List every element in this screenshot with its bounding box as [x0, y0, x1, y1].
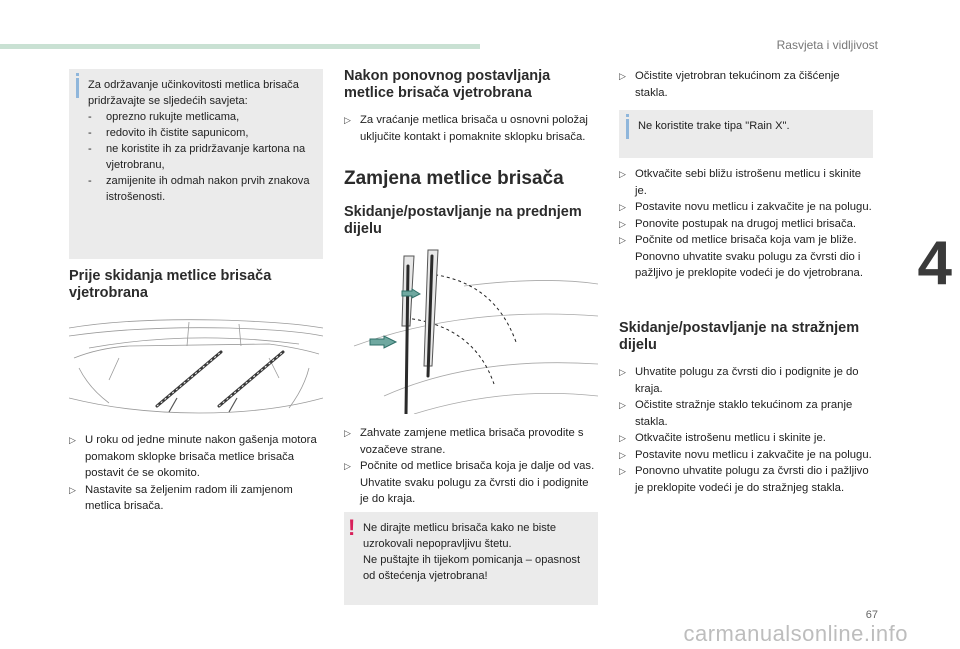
steps-rear-removal — [619, 364, 873, 496]
list-item: - ne koristite ih za pridržavanje kartona na vjetrobranu, — [88, 143, 306, 171]
header-accent-bar — [0, 44, 480, 49]
steps-clean-windscreen — [619, 68, 873, 101]
list-item: ▷ Počnite od metlice brisača koja je dalje od vas. Uhvatite svaku polugu za čvrsti dio i podignite je do kraja. — [344, 460, 595, 505]
arrow-bullet-icon: ▷ — [344, 461, 351, 471]
heading-after-reinstall: Nakon ponovnog postavljanja metlice brisača vjetrobrana — [344, 68, 551, 101]
list-item: ▷ Otkvačite istrošenu metlicu i skinite je. — [619, 430, 873, 447]
list-item: ▷ Nastavite sa željenim radom ili zamjenom metlica brisača. — [69, 483, 293, 512]
heading-before-removal: Prije skidanja metlice brisača vjetrobrana — [69, 268, 272, 301]
arrow-bullet-icon: ▷ — [344, 428, 351, 438]
info-icon — [76, 78, 79, 98]
list-item: - redovito ih čistite sapunicom, — [88, 127, 249, 139]
section-title: Rasvjeta i vidljivost — [776, 38, 878, 52]
info-icon — [626, 119, 629, 139]
arrow-bullet-icon: ▷ — [619, 218, 626, 229]
tip-box-rain-x — [619, 110, 873, 158]
arrow-bullet-icon: ▷ — [619, 367, 626, 377]
arrow-bullet-icon: ▷ — [344, 115, 351, 125]
arrow-bullet-icon: ▷ — [69, 484, 76, 495]
steps-after-reinstall — [344, 112, 598, 145]
steps-before-removal — [69, 432, 323, 515]
chapter-number: 4 — [917, 229, 952, 298]
front-wiper-lift-illustration — [344, 246, 598, 414]
arrow-bullet-icon: ▷ — [69, 435, 76, 445]
list-item: ▷ U roku od jedne minute nakon gašenja motora pomakom sklopke brisača metlice brisača postavit će se okomito. — [69, 434, 317, 479]
list-item: ▷ Očistite vjetrobran tekućinom za čišćenje stakla. — [619, 70, 840, 99]
tip-text: Ne koristite trake tipa "Rain X". — [638, 120, 790, 132]
list-item: ▷ Za vraćanje metlica brisača u osnovni položaj uključite kontakt i pomaknite sklopku brisača. — [344, 114, 588, 143]
arrow-bullet-icon: ▷ — [619, 400, 626, 410]
arrow-bullet-icon: ▷ — [619, 235, 626, 245]
list-item: ▷ Uhvatite polugu za čvrsti dio i podignite je do kraja. — [619, 366, 859, 395]
list-item: - oprezno rukujte metlicama, — [88, 111, 240, 123]
list-item: ▷ Postavite novu metlicu i zakvačite je na polugu. — [619, 199, 873, 216]
list-item: ▷ Ponovite postupak na drugoj metlici brisača. — [619, 216, 873, 233]
warning-line: Ne puštajte ih tijekom pomicanja – opasnost od oštećenja vjetrobrana! — [363, 554, 581, 582]
tip-box-maintenance — [69, 69, 323, 259]
windscreen-wipers-illustration — [69, 318, 323, 418]
warning-box — [344, 512, 598, 605]
page-number: 67 — [865, 609, 878, 621]
warning-line: Ne dirajte metlicu brisača kako ne biste uzrokovali nepopravljivu štetu. — [363, 522, 556, 550]
arrow-bullet-icon: ▷ — [619, 433, 626, 443]
heading-wiper-replacement: Zamjena metlice brisača — [344, 168, 564, 189]
tip-intro: Za održavanje učinkovitosti metlica brisača pridržavajte se sljedećih savjeta: — [88, 79, 299, 107]
list-item: ▷ Očistite stražnje staklo tekućinom za pranje stakla. — [619, 399, 853, 428]
arrow-bullet-icon: ▷ — [619, 169, 626, 179]
warning-icon: ! — [348, 515, 356, 540]
arrow-bullet-icon: ▷ — [619, 202, 626, 212]
list-item: ▷ Zahvate zamjene metlica brisača provodite s vozačeve strane. — [344, 427, 584, 456]
list-item: ▷ Ponovno uhvatite polugu za čvrsti dio i pažljivo je preklopite vodeći je do stražnjeg stakla. — [619, 465, 869, 494]
arrow-bullet-icon: ▷ — [619, 449, 626, 460]
arrow-bullet-icon: ▷ — [619, 466, 626, 476]
list-item: ▷ Počnite od metlice brisača koja vam je bliže. Ponovno uhvatite svaku polugu za čvrsti dio i pažljivo je preklopite vodeći je do vjetrobrana. — [619, 234, 863, 279]
heading-front-removal: Skidanje/postavljanje na prednjem dijelu — [344, 204, 582, 237]
list-item: ▷ Otkvačite sebi bližu istrošenu metlicu i skinite je. — [619, 168, 862, 197]
list-item: - zamijenite ih odmah nakon prvih znakova istrošenosti. — [88, 175, 310, 203]
steps-front-replacement — [619, 166, 873, 282]
heading-rear-removal: Skidanje/postavljanje na stražnjem dijelu — [619, 320, 860, 353]
list-item: ▷ Postavite novu metlicu i zakvačite je na polugu. — [619, 447, 873, 464]
watermark: carmanualsonline.info — [683, 621, 908, 646]
steps-front-removal — [344, 425, 598, 508]
arrow-bullet-icon: ▷ — [619, 71, 626, 81]
